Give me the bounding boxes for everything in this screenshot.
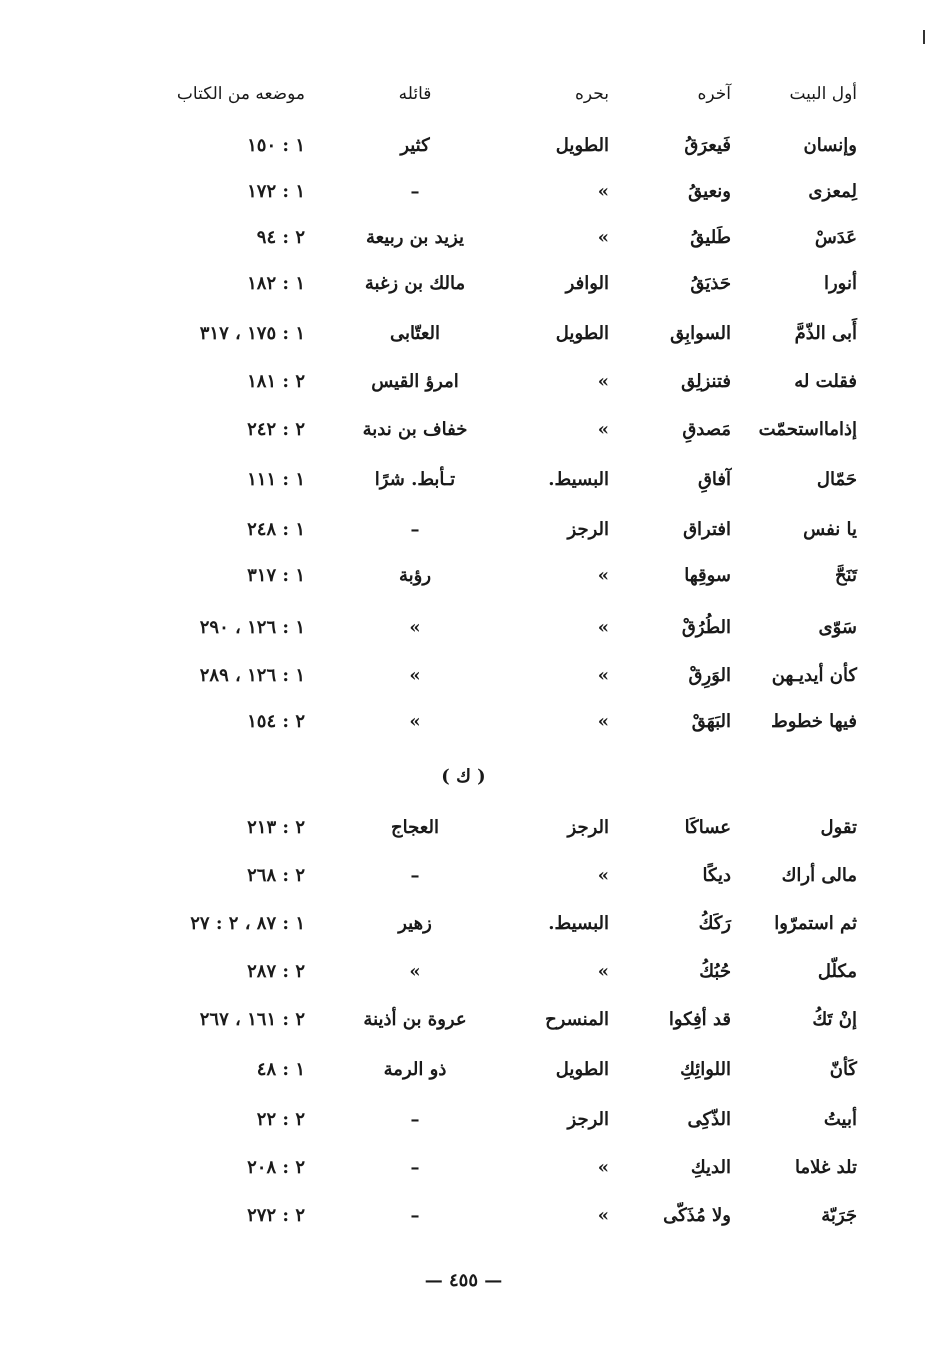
- verse-poet: كثير: [400, 135, 430, 156]
- verse-meter: »: [597, 419, 609, 440]
- verse-first: أنورا: [823, 273, 857, 294]
- verse-poet: خفاف بن ندبة: [362, 419, 468, 440]
- table-row: [0, 656, 927, 696]
- verse-end: عساكَا: [684, 817, 731, 838]
- header-location: موضعه من الكتاب: [176, 84, 305, 104]
- verse-poet: عروة بن أذينة: [363, 1009, 467, 1030]
- verse-poet: –: [410, 1157, 420, 1178]
- verse-end: الذّكِى: [687, 1109, 731, 1130]
- table-row: [0, 808, 927, 848]
- header-first-verse: أول البيت: [789, 84, 857, 104]
- table-row: [0, 556, 927, 596]
- verse-end: فتنزلِق: [681, 371, 731, 392]
- verse-location: ١ : ١٧٥ ، ٣١٧: [199, 323, 305, 344]
- table-row: [0, 1148, 927, 1188]
- verse-first: تَنَحَّ: [834, 565, 857, 586]
- verse-location: ٢ : ٢٠٨: [247, 1157, 305, 1178]
- verse-meter: المنسرح: [545, 1009, 609, 1030]
- verse-location: ١ : ٣١٧: [247, 565, 305, 586]
- verse-first: فقلت له: [794, 371, 857, 392]
- table-row: [0, 952, 927, 992]
- verse-meter: الطويل: [555, 135, 609, 156]
- verse-first: أَبى الذّمَّ: [794, 323, 857, 344]
- verse-poet: امرؤ القيس: [371, 371, 459, 392]
- verse-location: ١ : ١٨٢: [247, 273, 305, 294]
- verse-first: إذامااستحمّت: [758, 419, 857, 440]
- verse-first: تلد غلاما: [795, 1157, 857, 1178]
- verse-location: ٢ : ٢٨٧: [247, 961, 305, 982]
- verse-end: السوابِق: [670, 323, 731, 344]
- verse-poet: –: [410, 1205, 420, 1226]
- verse-location: ١ : ١١١: [247, 469, 305, 490]
- verse-poet: –: [410, 519, 420, 540]
- verse-meter: الرجز: [567, 817, 609, 838]
- verse-first: كَأنّ: [829, 1059, 857, 1080]
- verse-location: ٢ : ٢٢: [256, 1109, 305, 1130]
- verse-meter: الوافر: [565, 273, 609, 294]
- verse-meter: »: [597, 665, 609, 686]
- verse-end: الوَرِقْ: [688, 665, 731, 686]
- table-row: [0, 608, 927, 648]
- verse-meter: »: [597, 961, 609, 982]
- verse-meter: »: [597, 227, 609, 248]
- verse-meter: »: [597, 1157, 609, 1178]
- verse-end: ولا مُذَكّى: [663, 1205, 731, 1226]
- verse-first: أبيتُ: [823, 1109, 857, 1130]
- verse-end: سوقِها: [684, 565, 731, 586]
- verse-first: ثم استمرّوا: [774, 913, 857, 934]
- verse-first: مالى أراك: [781, 865, 857, 886]
- table-row: [0, 1000, 927, 1040]
- verse-poet: رؤبة: [398, 565, 432, 586]
- table-row: [0, 264, 927, 304]
- verse-poet: »: [409, 961, 421, 982]
- verse-end: طَليقُ: [690, 227, 731, 248]
- verse-first: تقول: [820, 817, 857, 838]
- verse-end: اللوائِكِ: [680, 1059, 731, 1080]
- verse-first: كأن أيديـهن: [771, 665, 857, 686]
- table-row: [0, 314, 927, 354]
- page-edge-mark: [923, 30, 925, 44]
- table-row: [0, 1196, 927, 1236]
- verse-end: حُبُكُ: [699, 961, 731, 982]
- verse-end: قد أفِكوا: [668, 1009, 731, 1030]
- verse-poet: –: [410, 1109, 420, 1130]
- verse-first: يا نفس: [803, 519, 857, 540]
- verse-poet: »: [409, 617, 421, 638]
- verse-poet: –: [410, 865, 420, 886]
- verse-poet: العتّابى: [389, 323, 441, 344]
- verse-first: فيها خطوط: [771, 711, 857, 732]
- verse-location: ١ : ١٢٦ ، ٢٨٩: [199, 665, 305, 686]
- verse-end: آفاقِ: [697, 469, 731, 490]
- verse-meter: »: [597, 565, 609, 586]
- verse-meter: »: [597, 1205, 609, 1226]
- verse-end: فَيعرَقُ: [684, 135, 731, 156]
- verse-location: ١ : ١٥٠: [247, 135, 305, 156]
- verse-first: جَرَبّة: [821, 1205, 857, 1226]
- verse-poet: زهير: [398, 913, 432, 934]
- verse-end: ونعيقُ: [688, 181, 731, 202]
- header-poet: قائله: [398, 84, 432, 104]
- verse-first: مكلّل: [817, 961, 857, 982]
- table-row: [0, 410, 927, 450]
- table-row: [0, 510, 927, 550]
- verse-location: ٢ : ٩٤: [256, 227, 305, 248]
- verse-meter: »: [597, 181, 609, 202]
- table-row: [0, 1100, 927, 1140]
- verse-location: ٢ : ١٥٤: [247, 711, 305, 732]
- verse-location: ٢ : ٢٦٨: [247, 865, 305, 886]
- verse-end: مَصدقِ: [682, 419, 731, 440]
- verse-first: لِمعزى: [808, 181, 857, 202]
- verse-end: حَذيَقُ: [690, 273, 731, 294]
- verse-meter: »: [597, 865, 609, 886]
- table-row: [0, 702, 927, 742]
- verse-meter: »: [597, 711, 609, 732]
- verse-end: ديكًا: [702, 865, 731, 886]
- table-row: [0, 856, 927, 896]
- verse-first: سَوّى: [818, 617, 857, 638]
- verse-poet: »: [409, 665, 421, 686]
- table-row: [0, 362, 927, 402]
- verse-first: وإنسان: [803, 135, 857, 156]
- verse-poet: يزيد بن ربيعة: [365, 227, 465, 248]
- page-number: — ٤٥٥ —: [424, 1270, 503, 1291]
- verse-first: إنْ تَكُ: [812, 1009, 857, 1030]
- table-row: [0, 126, 927, 166]
- table-row: [0, 1050, 927, 1090]
- verse-meter: »: [597, 371, 609, 392]
- verse-meter: »: [597, 617, 609, 638]
- table-row: [0, 172, 927, 212]
- header-verse-end: آخره: [697, 84, 731, 104]
- verse-location: ١ : ١٧٢: [247, 181, 305, 202]
- verse-poet: العجاج: [391, 817, 439, 838]
- verse-end: البَهَقْ: [691, 711, 731, 732]
- verse-location: ١ : ٢٤٨: [247, 519, 305, 540]
- verse-end: الطُرُقْ: [681, 617, 731, 638]
- verse-end: افتراق: [683, 519, 731, 540]
- verse-location: ٢ : ٢١٣: [247, 817, 305, 838]
- table-row: [0, 460, 927, 500]
- verse-poet: »: [409, 711, 421, 732]
- table-header: [0, 74, 927, 114]
- verse-meter: الطويل: [555, 1059, 609, 1080]
- verse-meter: الرجز: [567, 519, 609, 540]
- verse-poet: ذو الرمة: [383, 1059, 447, 1080]
- verse-end: رَكَكُ: [698, 913, 731, 934]
- verse-location: ١ : ١٢٦ ، ٢٩٠: [199, 617, 305, 638]
- header-meter: بحره: [575, 84, 609, 104]
- verse-location: ٢ : ٢٧٢: [247, 1205, 305, 1226]
- verse-location: ١ : ٤٨: [256, 1059, 305, 1080]
- verse-meter: البسيط.: [548, 469, 609, 490]
- verse-poet: –: [410, 181, 420, 202]
- verse-meter: الرجز: [567, 1109, 609, 1130]
- verse-location: ٢ : ١٨١: [247, 371, 305, 392]
- verse-location: ١ : ٨٧ ، ٢ : ٢٧: [190, 913, 305, 934]
- verse-meter: الطويل: [555, 323, 609, 344]
- verse-location: ٢ : ٢٤٢: [247, 419, 305, 440]
- table-row: [0, 904, 927, 944]
- verse-end: الديكِ: [690, 1157, 731, 1178]
- verse-first: عَدَسْ: [814, 227, 857, 248]
- verse-first: حَمّال: [816, 469, 857, 490]
- section-letter-heading: ( ك ): [441, 766, 486, 787]
- verse-poet: تـأبط. شرًا: [374, 469, 456, 490]
- table-row: [0, 218, 927, 258]
- verse-poet: مالك بن زغبة: [364, 273, 466, 294]
- verse-meter: البسيط.: [548, 913, 609, 934]
- verse-location: ٢ : ١٦١ ، ٢٦٧: [199, 1009, 305, 1030]
